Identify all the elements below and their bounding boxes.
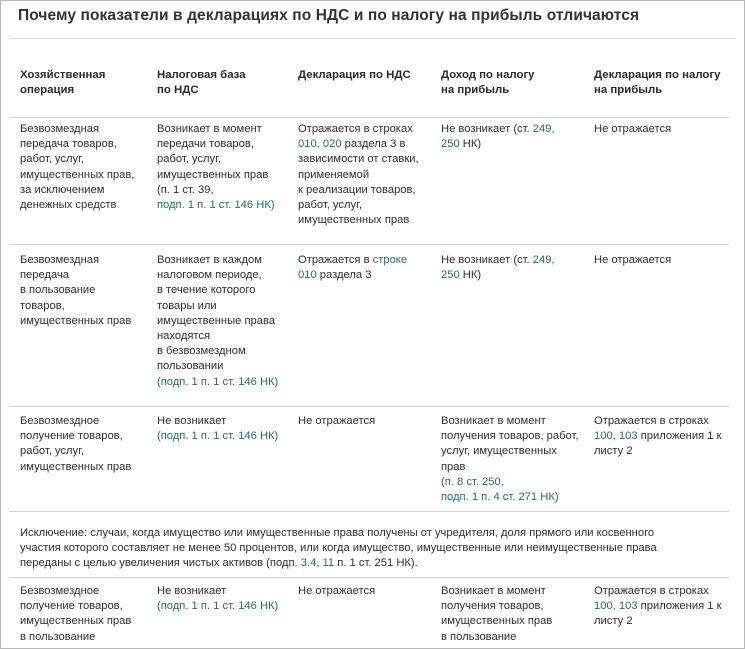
- row2-profit-declaration: Не отражается: [594, 254, 672, 266]
- law-reference-link[interactable]: 3.4: [300, 557, 317, 570]
- law-reference-link[interactable]: (подп. 1 п. 1 ст. 146 НК): [157, 430, 279, 443]
- row-divider: [9, 577, 729, 578]
- row3-vat-declaration: Не отражается: [298, 415, 376, 427]
- row3-operation: Безвозмездное получение товаров, работ, услуг, имущественных прав: [20, 415, 132, 473]
- declaration-lines-link[interactable]: 100, 103: [594, 430, 638, 443]
- row-divider: [9, 511, 729, 512]
- exception-note: Исключение: случаи, когда имущество или имущественные права получены от учредителя, доля прямого или косвенного участия которого составляет не менее 50 процентов, или когда имущество, имущественные или неимущественные права переданы с целью увеличения чистых активов (подп. 3.4, 11 п. 1 ст. 251 НК).: [20, 527, 657, 570]
- row2-vat-base: Возникает в каждом налоговом периоде, в течение которого товары или имущественные права находятся в безвозмездном пользовании (подп. 1 п. 1 ст. 146 НК): [157, 254, 279, 388]
- law-reference-link[interactable]: подп. 1 п. 4 ст. 271 НК): [441, 491, 559, 504]
- row-divider: [9, 244, 729, 245]
- row1-operation: Безвозмездная передача товаров, работ, услуг, имущественных прав, за исключением денежных средств: [20, 123, 135, 212]
- law-reference-link[interactable]: 250: [441, 138, 460, 151]
- title-divider: [9, 38, 736, 39]
- row3-profit-declaration: Отражается в строках 100, 103 приложения 1 к листу 2: [594, 415, 722, 458]
- row2-income: Не возникает (ст. 249, 250 НК): [441, 254, 555, 282]
- page-title: Почему показатели в декларациях по НДС и по налогу на прибыль отличаются: [18, 7, 640, 24]
- law-reference-link[interactable]: (п. 8 ст. 250,: [441, 475, 504, 488]
- header-profit-declaration: Декларация по налогу на прибыль: [594, 69, 721, 96]
- declaration-line-link[interactable]: 010: [298, 269, 317, 282]
- law-reference-link[interactable]: (подп. 1 п. 1 ст. 146 НК): [157, 375, 279, 388]
- row3-income: Возникает в момент получения товаров, работ, услуг, имущественных прав (п. 8 ст. 250, подп. 1 п. 4 ст. 271 НК): [441, 415, 579, 504]
- row1-vat-declaration: Отражается в строках 010, 020 раздела 3 в зависимости от ставки, применяемой к реализации товаров, работ, услуг, имущественных прав: [298, 123, 419, 227]
- header-vat-declaration: Декларация по НДС: [298, 69, 411, 81]
- declaration-line-link[interactable]: строке: [372, 254, 408, 266]
- declaration-lines-link[interactable]: 100, 103: [594, 600, 638, 613]
- header-divider: [9, 117, 729, 118]
- row-divider: [9, 406, 729, 407]
- row3-vat-base: Не возникает (подп. 1 п. 1 ст. 146 НК): [157, 415, 279, 443]
- law-reference-link[interactable]: (подп. 1 п. 1 ст. 146 НК): [157, 600, 279, 613]
- row4-vat-declaration: Не отражается: [298, 585, 376, 597]
- law-reference-link[interactable]: 249,: [532, 123, 555, 135]
- law-reference-link[interactable]: подп. 1 п. 1 ст. 146 НК): [157, 199, 275, 212]
- law-reference-link[interactable]: 250: [441, 269, 460, 282]
- row4-operation: Безвозмездное получение товаров, имущественных прав в пользование: [20, 585, 132, 643]
- row2-operation: Безвозмездная передача в пользование товаров, имущественных прав: [20, 254, 132, 327]
- row2-vat-declaration: Отражается в строке 010 раздела 3: [298, 254, 408, 282]
- row4-income: Возникает в момент получения товаров, имущественных прав в пользование: [441, 585, 553, 643]
- row1-income: Не возникает (ст. 249, 250 НК): [441, 123, 555, 151]
- row1-profit-declaration: Не отражается: [594, 123, 672, 135]
- row4-profit-declaration: Отражается в строках 100, 103 приложения 1 к листу 2: [594, 585, 722, 628]
- header-income: Доход по налогу на прибыль: [441, 69, 535, 96]
- header-vat-base: Налоговая база по НДС: [157, 69, 246, 96]
- header-operation: Хозяйственная операция: [20, 69, 106, 96]
- law-reference-link[interactable]: 249,: [532, 254, 555, 266]
- law-reference-link[interactable]: 11: [322, 557, 335, 570]
- row1-vat-base: Возникает в момент передачи товаров, работ, услуг, имущественных прав (п. 1 ст. 39, подп. 1 п. 1 ст. 146 НК): [157, 123, 275, 212]
- declaration-lines-link[interactable]: 010, 020: [298, 138, 342, 151]
- row4-vat-base: Не возникает (подп. 1 п. 1 ст. 146 НК): [157, 585, 279, 613]
